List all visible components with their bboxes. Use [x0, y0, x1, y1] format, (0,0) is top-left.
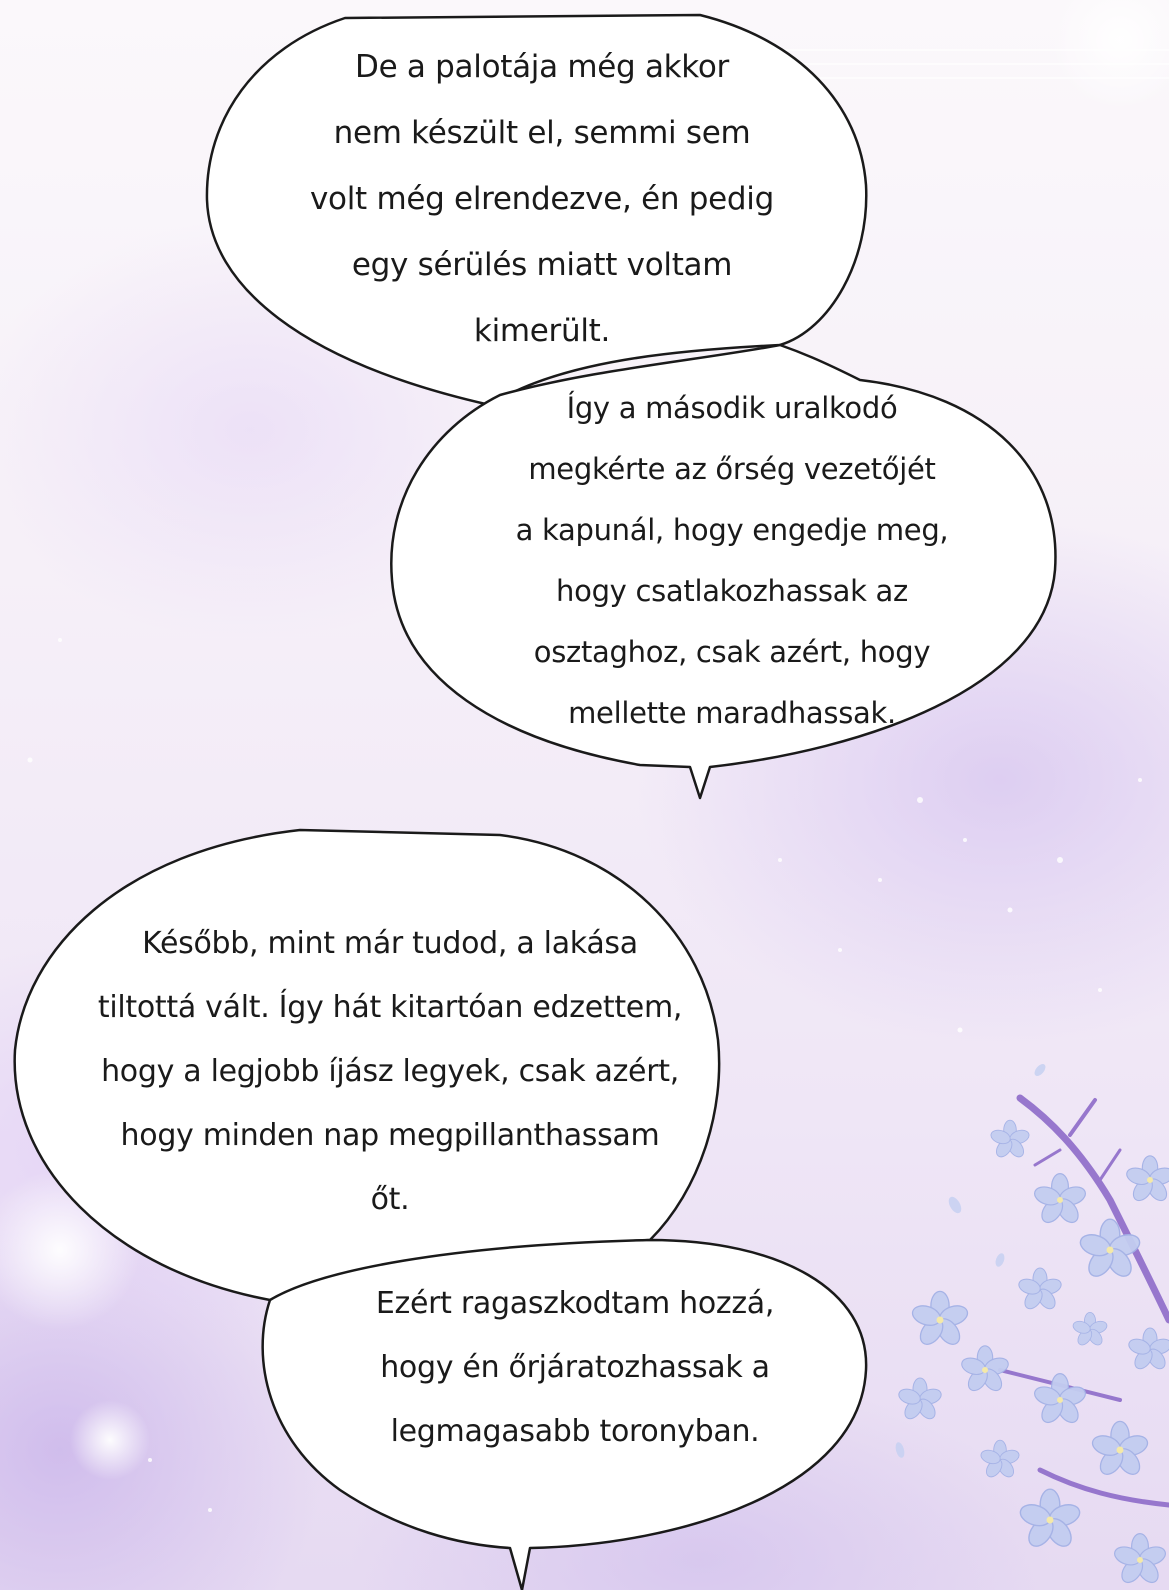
speech-text-3: Később, mint már tudod, a lakása tiltottá vált. Így hát kitartóan edzettem, hogy a legjobb íjász legyek, csak azért, hogy minden nap megpillanthassam őt. — [97, 926, 683, 1217]
speech-text-1: De a palotája még akkor nem készült el, semmi sem volt még elrendezve, én pedig egy sérülés miatt voltam kimerült. — [310, 49, 774, 349]
speech-text-4: Ezért ragaszkodtam hozzá, hogy én őrjáratozhassak a legmagasabb toronyban. — [375, 1286, 775, 1449]
speech-text-2: Így a második uralkodó megkérte az őrség vezetőjét a kapunál, hogy engedje meg, hogy csatlakozhassak az osztaghoz, csak azért, hogy mellette maradhassak. — [515, 391, 949, 730]
